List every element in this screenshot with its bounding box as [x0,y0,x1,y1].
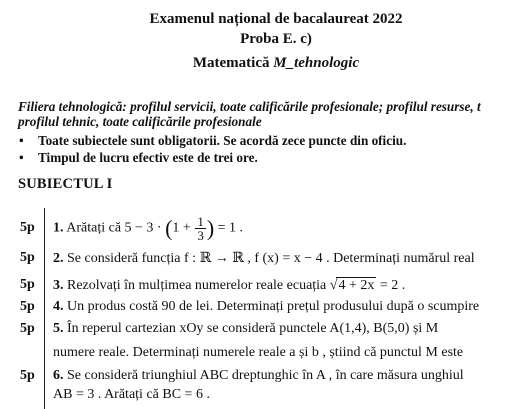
problem-text-b: 5 − 3 · [124,220,166,236]
paren-close: ) [206,215,215,241]
problem-text-a: Rezolvați în mulțimea numerelor reale ecuația [67,278,330,293]
fraction-denominator: 3 [197,228,204,243]
filiera-text [18,99,526,129]
paren-open: ( [165,215,173,241]
problem-number: 3. [53,278,64,293]
problem-5-continuation: numere reale. Determinați numerele reale a și b , știind că punctul M este [53,345,464,360]
points-label: 5p [20,220,35,235]
problem-body: Se consideră funcția f : ℝ → ℝ , f (x) = x − 4 . Determinați numărul real [67,251,475,266]
instruction-text: Timpul de lucru efectiv este de trei ore. [38,150,258,165]
fraction [195,215,206,242]
problem-body: În reperul cartezian xOy se consideră punctele A(1,4), B(5,0) și M [67,321,439,336]
instruction-text: Toate subiectele sunt obligatorii. Se acordă zece puncte din oficiu. [38,133,407,148]
points-label: 5p [20,368,35,383]
problem-text [53,277,405,294]
sqrt-body: 4 + 2x [338,278,375,293]
one-plus: 1 + [172,220,195,236]
problem-text [53,368,464,384]
problem-text [53,250,475,267]
problem-6-continuation: AB = 3 . Arătați că BC = 6 . [53,387,210,402]
section-title: SUBIECTUL I [18,176,113,192]
filiera-line-1: Filiera tehnologică: profilul servicii, toate calificările profesionale; profilul resurse, t [18,99,481,114]
problem-text [53,215,243,242]
exam-title: Examenul național de bacalaureat 2022 [149,11,403,27]
problem-number: 1. [53,220,64,236]
subject-suffix: M_tehnologic [273,55,360,71]
problem-text [53,299,479,315]
exam-subject [96,55,456,72]
sqrt-symbol: √ [329,278,338,293]
problem-text [53,321,438,337]
points-label: 5p [20,321,35,336]
points-label: 5p [20,299,35,314]
problem-number: 6. [53,368,64,383]
problem-text-c: = 1 . [214,220,244,236]
instruction-item [18,133,406,150]
problem-body: Un produs costă 90 de lei. Determinați prețul produsului după o scumpire [67,299,480,314]
instructions-list [18,133,406,167]
points-label: 5p [20,277,35,292]
bullet-icon: • [19,133,24,148]
filiera-line-2: profilul tehnic, toate calificările profesionale [18,114,262,129]
problem-row-1 [0,212,526,248]
bullet-icon: • [19,150,24,165]
subject-prefix: Matematică [192,55,274,71]
points-label: 5p [20,250,35,265]
problem-text-b: = 2 . [376,278,406,293]
exam-proba: Proba E. c) [240,31,312,47]
fraction-numerator: 1 [197,214,204,229]
problem-number: 2. [53,251,64,266]
problem-number: 5. [53,321,64,336]
instruction-item [18,150,406,167]
problem-body: Se consideră triunghiul ABC dreptunghic în A , în care măsura unghiul [67,368,464,383]
problem-text-a: Arătați că [66,220,125,236]
problem-number: 4. [53,299,64,314]
